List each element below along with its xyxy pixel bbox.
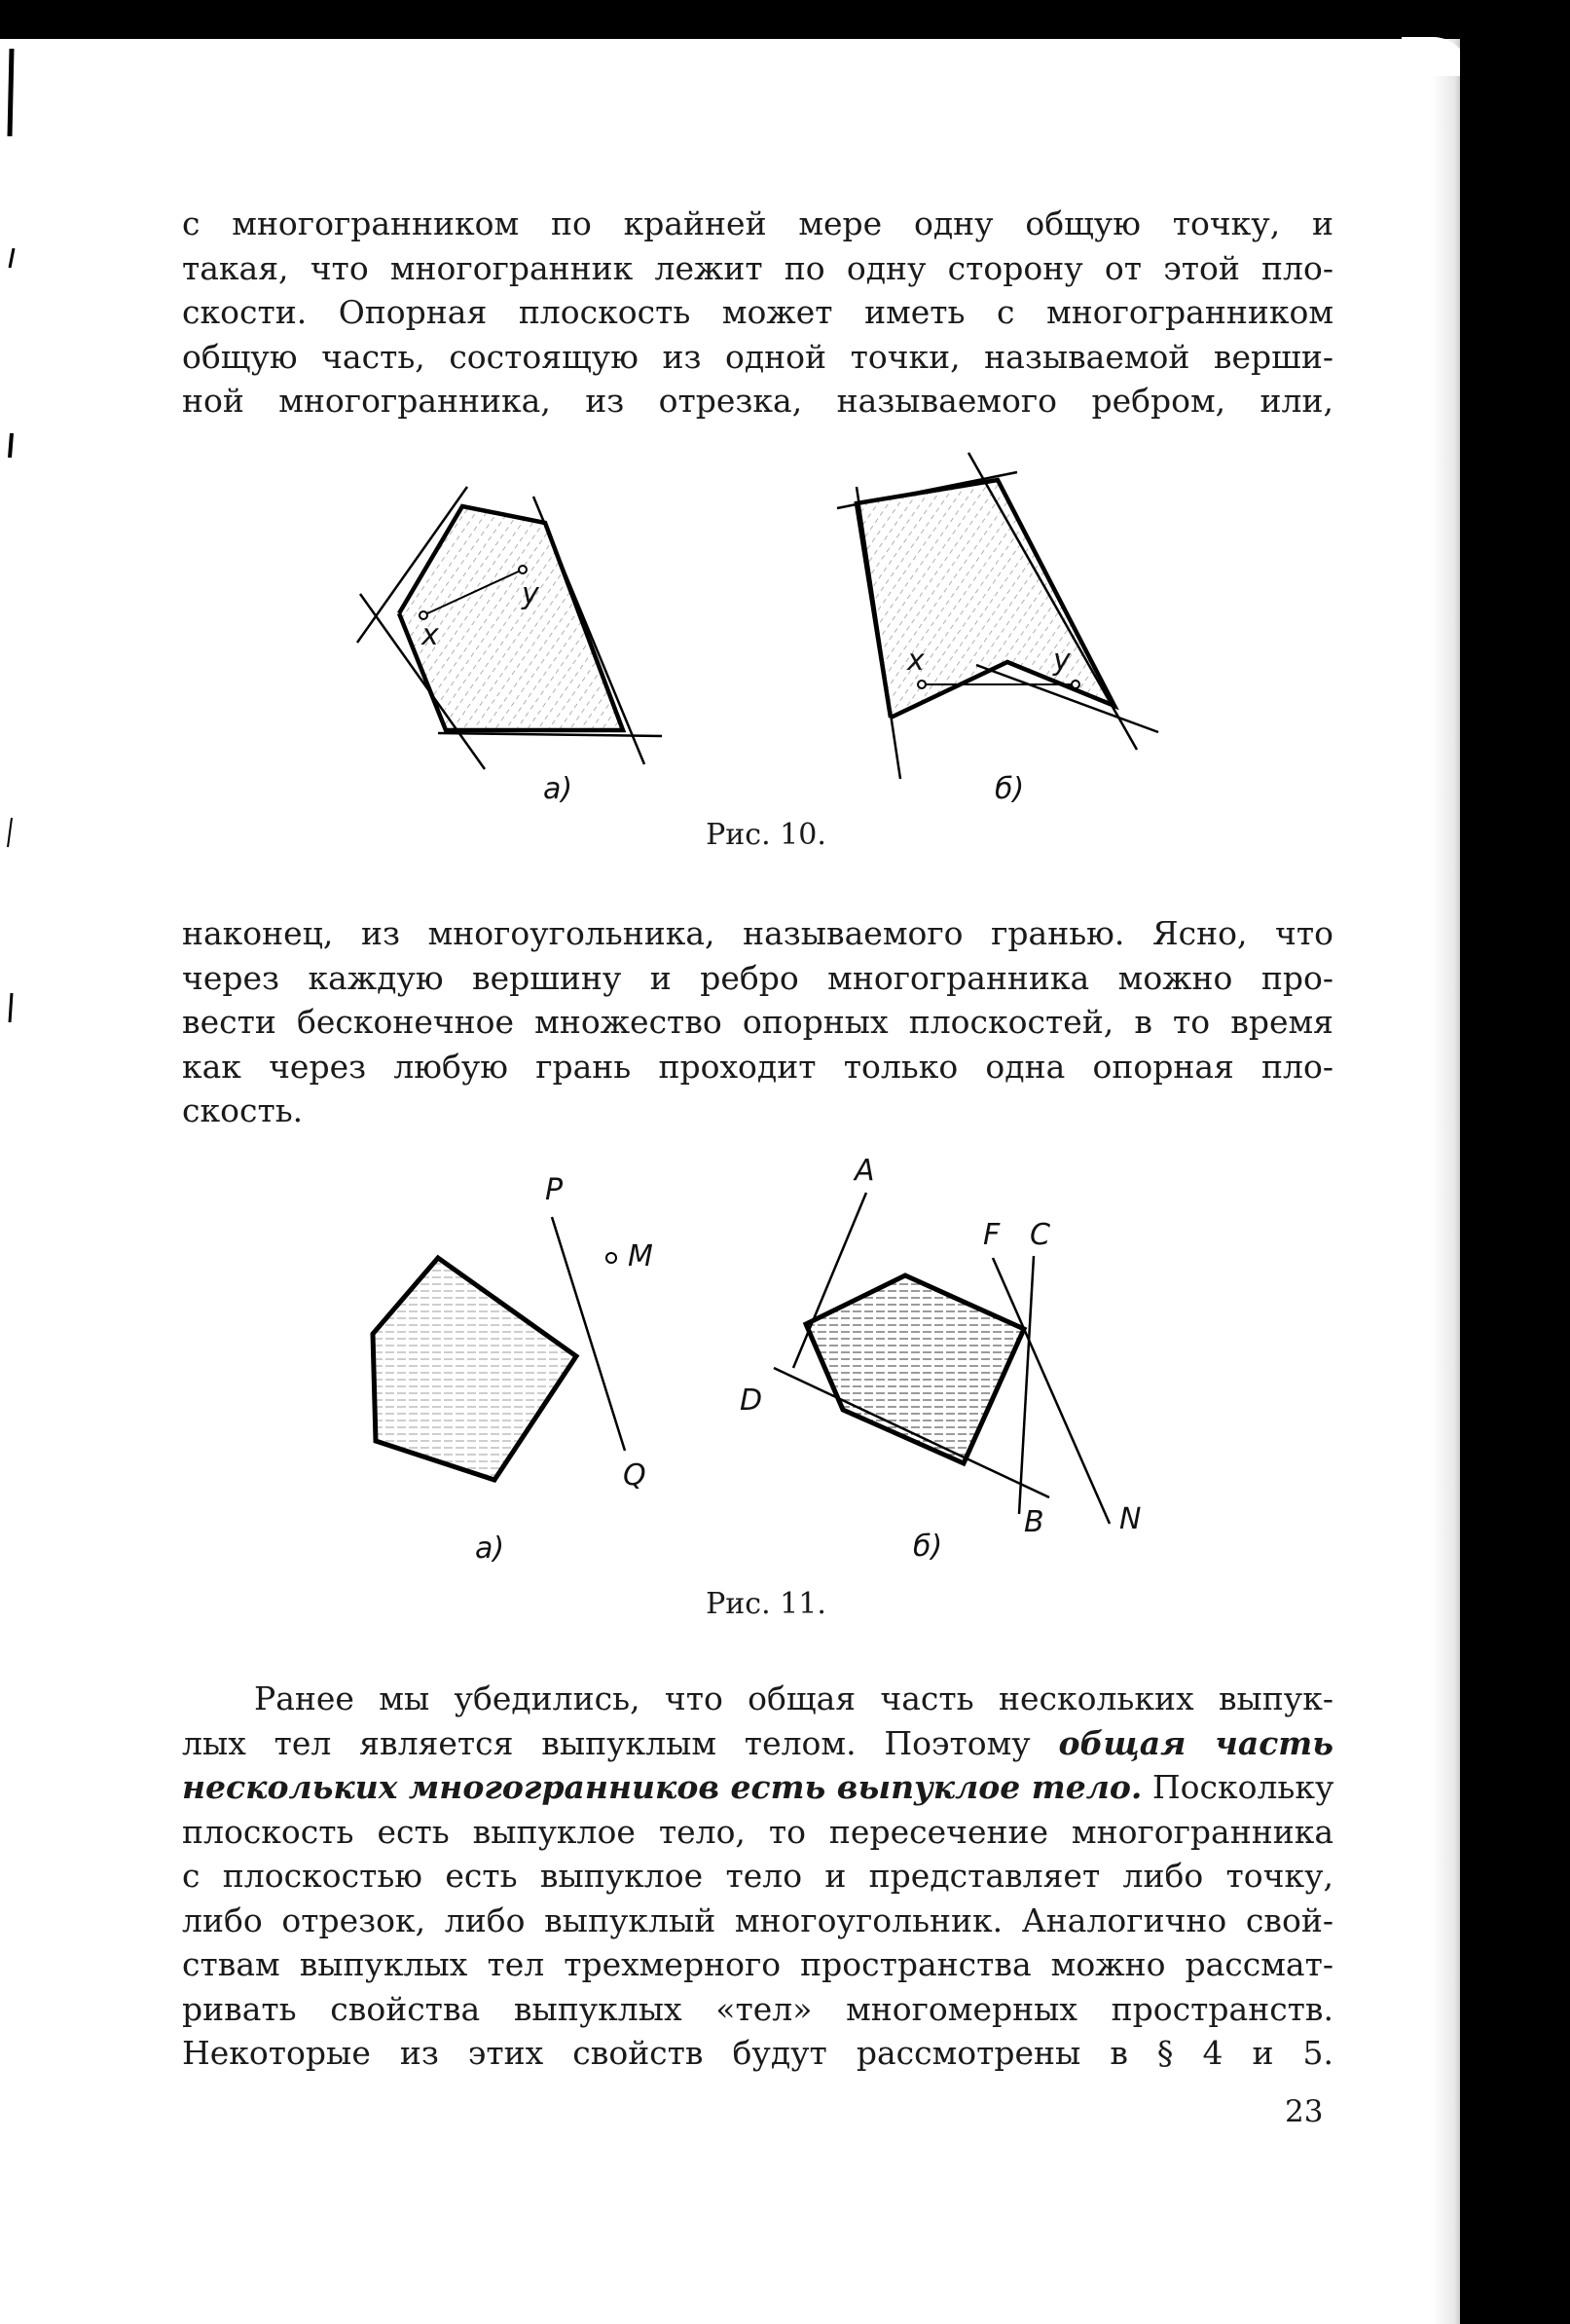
fig11a-label-Q: Q bbox=[623, 1458, 646, 1493]
text-line: через каждую вершину и ребро многогранника можно про- bbox=[182, 958, 1333, 997]
text-line: Некоторые из этих свойств будут рассмотрены в § 4 и 5. bbox=[182, 2034, 1333, 2072]
fig11b-label-B: B bbox=[1024, 1505, 1044, 1539]
fig11b-label-C: C bbox=[1030, 1218, 1050, 1252]
text-line: с многогранником по крайней мере одну общую точку, и bbox=[182, 204, 1333, 242]
fig10a-label-x: x bbox=[421, 618, 439, 652]
text-line: такая, что многогранник лежит по одну сторону от этой пло- bbox=[182, 248, 1333, 287]
text-emphasis: общая часть bbox=[1058, 1723, 1333, 1762]
text-line: скости. Опорная плоскость может иметь с многогранником bbox=[182, 293, 1333, 331]
text-line bbox=[182, 1721, 1333, 1766]
fig11a-sublabel: а) bbox=[475, 1531, 505, 1566]
figure-10-caption: Рис. 10. bbox=[706, 818, 826, 852]
text-line: как через любую грань проходит только одна опорная пло- bbox=[182, 1047, 1333, 1086]
text-line: наконец, из многоугольника, называемого гранью. Ясно, что bbox=[182, 914, 1333, 952]
text-line: общую часть, состоящую из одной точки, называемой верши- bbox=[182, 337, 1333, 376]
text-plain: лых тел является выпуклым телом. Поэтому bbox=[182, 1723, 1059, 1762]
fig11b-label-F: F bbox=[983, 1218, 1001, 1252]
text-line: ной многогранника, из отрезка, называемого ребром, или, bbox=[182, 382, 1333, 420]
text-line: либо отрезок, либо выпуклый многоугольник. Аналогично свой- bbox=[182, 1900, 1333, 1939]
fig10a-sublabel: а) bbox=[543, 772, 573, 806]
text-line: ствам выпуклых тел трехмерного пространства можно рассмат- bbox=[182, 1945, 1333, 1983]
fig11a-label-P: P bbox=[545, 1173, 564, 1207]
fig10a-label-y: y bbox=[522, 577, 539, 611]
page-number: 23 bbox=[1285, 2094, 1324, 2129]
text-line: Ранее мы убедились, что общая часть нескольких выпук- bbox=[254, 1679, 1333, 1717]
text-emphasis: нескольких многогранников есть выпуклое тело. bbox=[182, 1768, 1143, 1806]
fig11b-sublabel: б) bbox=[913, 1530, 943, 1564]
figure-11-caption: Рис. 11. bbox=[706, 1587, 826, 1621]
text-line: скость. bbox=[182, 1091, 304, 1129]
fig11-panel-b bbox=[740, 1154, 1141, 1564]
text-line: плоскость есть выпуклое тело, то пересечение многогранника bbox=[182, 1812, 1333, 1851]
text-line: ривать свойства выпуклых «тел» многомерных пространств. bbox=[182, 1989, 1333, 2028]
text-line bbox=[182, 1765, 1333, 1810]
fig11b-label-N: N bbox=[1119, 1502, 1142, 1536]
fig11b-label-D: D bbox=[740, 1383, 763, 1418]
text-plain: Поскольку bbox=[1142, 1768, 1334, 1806]
fig10b-sublabel: б) bbox=[995, 772, 1025, 806]
text-line: вести бесконечное множество опорных плоскостей, в то время bbox=[182, 1003, 1333, 1041]
fig11b-label-A: A bbox=[855, 1154, 875, 1188]
text-line: с плоскостью есть выпуклое тело и представляет либо точку, bbox=[182, 1857, 1333, 1895]
fig10b-label-y: y bbox=[1053, 644, 1071, 678]
fig11-panel-a bbox=[373, 1173, 653, 1566]
fig10b-label-x: x bbox=[907, 644, 925, 678]
fig11a-label-M: M bbox=[628, 1239, 653, 1273]
paragraph-3 bbox=[182, 1677, 1333, 2076]
